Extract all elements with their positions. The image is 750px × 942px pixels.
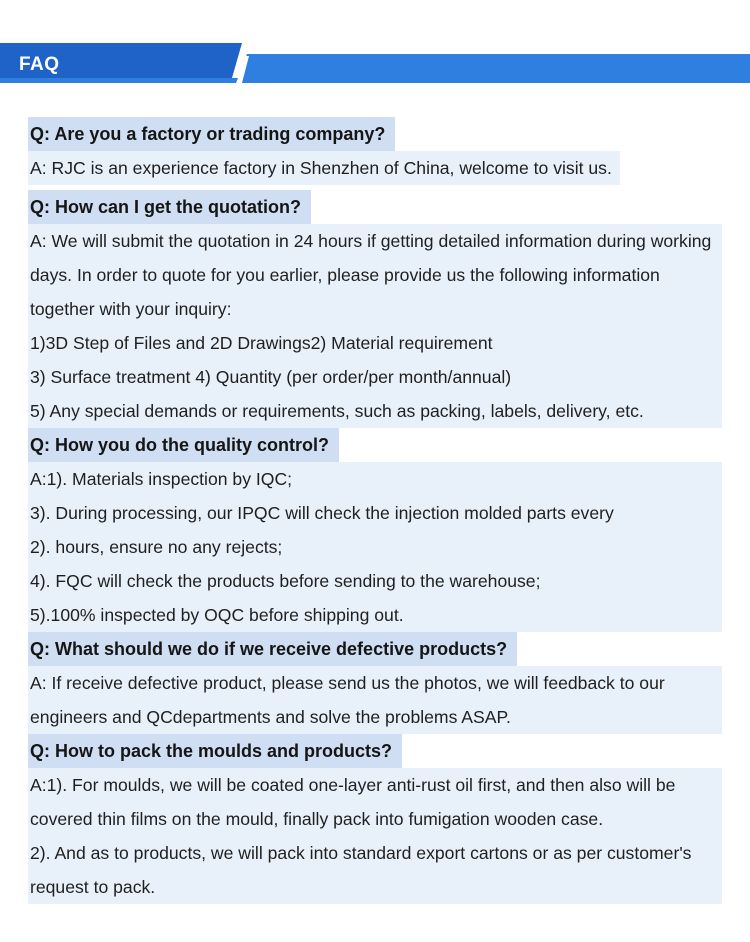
page-title: FAQ	[19, 54, 60, 75]
faq-answer-line: 5) Any special demands or requirements, such as packing, labels, delivery, etc.	[30, 401, 644, 421]
faq-answer-line: 4). FQC will check the products before sending to the warehouse;	[30, 571, 541, 591]
faq-answer	[28, 666, 722, 734]
faq-answer-line: A: RJC is an experience factory in Shenzhen of China, welcome to visit us.	[30, 158, 612, 178]
faq-question: Q: How to pack the moulds and products?	[28, 734, 402, 768]
faq-question-row	[28, 632, 722, 666]
faq-question-row	[28, 117, 722, 151]
faq-answer-line: engineers and QCdepartments and solve the problems ASAP.	[30, 707, 511, 727]
faq-answer	[28, 462, 722, 632]
faq-answer	[28, 151, 620, 185]
faq-answer-line: 2). And as to products, we will pack into standard export cartons or as per customer's	[30, 843, 692, 863]
faq-list	[28, 117, 722, 904]
faq-question: Q: Are you a factory or trading company?	[28, 117, 395, 151]
faq-answer-line: covered thin films on the mould, finally pack into fumigation wooden case.	[30, 809, 604, 829]
faq-answer	[28, 224, 722, 428]
faq-answer-line: 1)3D Step of Files and 2D Drawings2) Material requirement	[30, 333, 493, 353]
faq-answer-line: A:1). For moulds, we will be coated one-layer anti-rust oil first, and then also will be	[30, 775, 676, 795]
faq-question-row	[28, 734, 722, 768]
faq-answer-line: 3) Surface treatment 4) Quantity (per order/per month/annual)	[30, 367, 512, 387]
faq-answer-line: 3). During processing, our IPQC will check the injection molded parts every	[30, 503, 614, 523]
faq-header-banner	[0, 40, 750, 86]
faq-question: Q: How can I get the quotation?	[28, 190, 311, 224]
faq-question-row	[28, 190, 722, 224]
faq-answer-line: A: We will submit the quotation in 24 hours if getting detailed information during working	[30, 231, 712, 251]
faq-question: Q: What should we do if we receive defective products?	[28, 632, 517, 666]
faq-answer-line: A: If receive defective product, please send us the photos, we will feedback to our	[30, 673, 665, 693]
faq-answer-line: 2). hours, ensure no any rejects;	[30, 537, 283, 557]
banner-shape	[0, 40, 750, 86]
faq-answer	[28, 768, 722, 904]
faq-answer-line: A:1). Materials inspection by IQC;	[30, 469, 293, 489]
faq-answer-line: days. In order to quote for you earlier, please provide us the following information	[30, 265, 660, 285]
faq-question: Q: How you do the quality control?	[28, 428, 339, 462]
faq-answer-line: request to pack.	[30, 877, 156, 897]
faq-answer-line: together with your inquiry:	[30, 299, 232, 319]
faq-question-row	[28, 428, 722, 462]
faq-answer-line: 5).100% inspected by OQC before shipping out.	[30, 605, 404, 625]
